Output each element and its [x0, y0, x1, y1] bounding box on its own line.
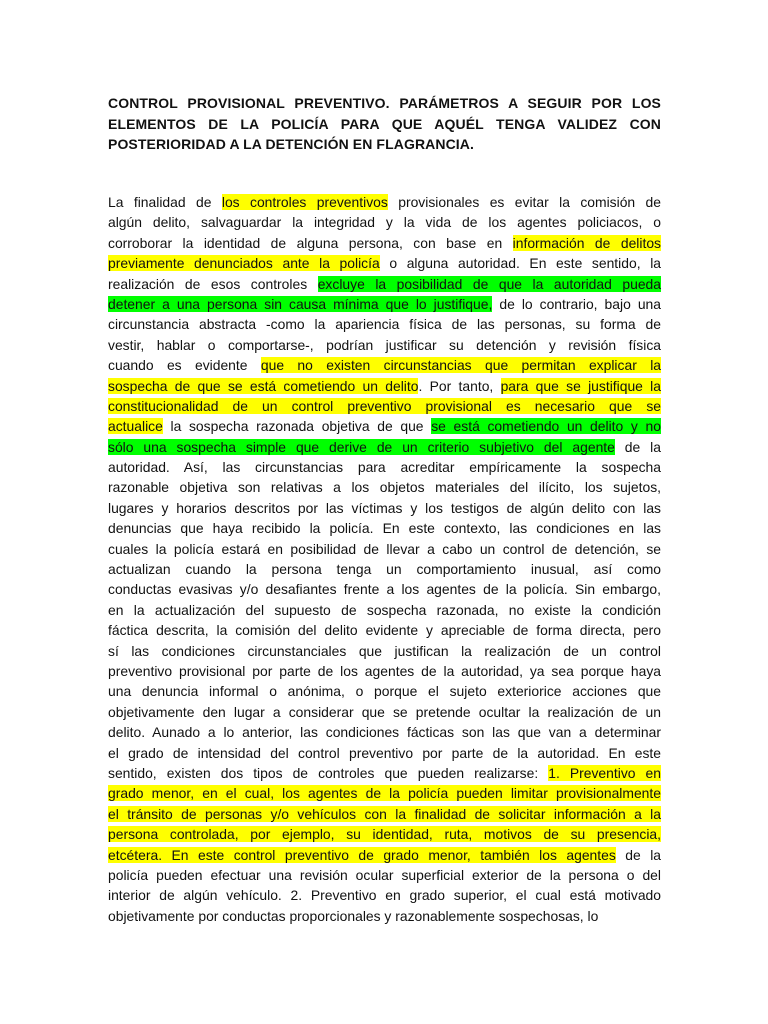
body-line: [108, 253, 661, 273]
body-text-segment: delito. Aunado a lo anterior, las condiciones fácticas son las que van a determinar: [108, 724, 661, 741]
body-text-segment: sentido, existen dos tipos de controles que pueden realizarse:: [108, 764, 549, 781]
body-text-segment: preventivo provisional por parte de los agentes de la autoridad, ya sea porque haya: [108, 662, 661, 679]
body-line: [108, 804, 661, 824]
yellow-highlighted-text: para que se justifique la: [500, 377, 661, 394]
body-text-segment: de lo contrario, bajo una: [492, 295, 661, 312]
body-text-segment: una denuncia informal o anónima, o porque el sujeto exteriorice acciones que: [108, 683, 661, 700]
yellow-highlighted-text: que no existen circunstancias que permitan explicar la: [260, 357, 661, 374]
body-text-segment: denuncias que haya recibido la policía. En este contexto, las condiciones en las: [108, 520, 661, 537]
body-line: [108, 294, 661, 314]
body-line: [108, 518, 661, 538]
body-line: [108, 865, 661, 885]
body-line: [108, 824, 661, 844]
body-text-segment: corroborar la identidad de alguna persona, con base en: [108, 234, 513, 251]
body-text-segment: actualizan cuando la persona tenga un comportamiento inusual, así como: [108, 561, 661, 578]
document-body: [108, 192, 661, 926]
body-line: [108, 722, 661, 742]
body-line: [108, 743, 661, 763]
body-text-segment: . Por tanto,: [418, 377, 501, 394]
body-line: [108, 600, 661, 620]
body-text-segment: policía pueden efectuar una revisión ocular superficial exterior de la persona o del: [108, 866, 661, 883]
body-line: [108, 416, 661, 436]
yellow-highlighted-text: grado menor, en el cual, los agentes de la policía pueden limitar provisionalmente: [108, 785, 661, 802]
green-highlighted-text: detener a una persona sin causa mínima que lo justifique,: [108, 295, 493, 312]
body-line: [108, 498, 661, 518]
green-highlighted-text: se está cometiendo un delito y no: [431, 418, 661, 435]
body-text-segment: autoridad. Así, las circunstancias para acreditar empíricamente la sospecha: [108, 459, 661, 476]
body-line: [108, 885, 661, 905]
body-line: [108, 477, 661, 497]
body-line: [108, 559, 661, 579]
body-text-segment: cuando es evidente: [108, 357, 261, 374]
body-text-segment: sí las condiciones circunstanciales que justifican la realización de un control: [108, 642, 661, 659]
body-text-segment: algún delito, salvaguardar la integridad y la vida de los agentes policiacos, o: [108, 214, 661, 231]
body-text-segment: o alguna autoridad. En este sentido, la: [379, 255, 662, 272]
body-text-segment: el grado de intensidad del control preventivo por parte de la autoridad. En este: [108, 744, 661, 761]
yellow-highlighted-text: previamente denunciados ante la policía: [108, 255, 380, 272]
body-text-segment: lugares y horarios descritos por las víctimas y los testigos de algún delito con las: [108, 499, 661, 516]
body-line: [108, 783, 661, 803]
yellow-highlighted-text: sospecha de que se está cometiendo un delito: [108, 377, 419, 394]
body-line: [108, 763, 661, 783]
body-line: [108, 579, 661, 599]
body-line: [108, 314, 661, 334]
yellow-highlighted-text: actualice: [108, 418, 163, 435]
body-line: [108, 620, 661, 640]
body-line: [108, 233, 661, 253]
green-highlighted-text: excluye la posibilidad de que la autoridad pueda: [317, 275, 661, 292]
yellow-highlighted-text: persona controlada, por ejemplo, su identidad, ruta, motivos de su presencia,: [108, 826, 661, 843]
body-text-segment: objetivamente por conductas proporcionales y razonablemente sospechosas, lo: [108, 907, 599, 924]
body-text-segment: vestir, hablar o comportarse-, podrían justificar su detención y revisión física: [108, 336, 661, 353]
body-text-segment: la sospecha razonada objetiva de que: [162, 418, 432, 435]
body-text-segment: fáctica descrita, la comisión del delito evidente y apreciable de forma directa, pero: [108, 622, 661, 639]
body-text-segment: de la: [615, 846, 662, 863]
body-text-segment: La finalidad de: [108, 194, 222, 210]
body-text-segment: en la actualización del supuesto de sospecha razonada, no existe la condición: [108, 601, 661, 618]
body-line: [108, 702, 661, 722]
document-title: CONTROL PROVISIONAL PREVENTIVO. PARÁMETROS A SEGUIR POR LOS ELEMENTOS DE LA POLICÍA PARA QUE AQUÉL TENGA VALIDEZ CON POSTERIORIDAD A LA DETENCIÓN EN FLAGRANCIA.: [108, 95, 661, 152]
body-text-segment: de la: [614, 438, 661, 455]
body-line: [108, 906, 661, 926]
body-text-segment: interior de algún vehículo. 2. Preventivo en grado superior, el cual está motivado: [108, 887, 661, 904]
body-line: [108, 274, 661, 294]
body-line: [108, 192, 661, 212]
body-text-segment: provisionales es evitar la comisión de: [387, 194, 662, 210]
body-line: [108, 396, 661, 416]
body-text-segment: circunstancia abstracta -como la apariencia física de las personas, su forma de: [108, 316, 661, 333]
body-line: [108, 845, 661, 865]
yellow-highlighted-text: el tránsito de personas y/o vehículos con la finalidad de solicitar información a la: [108, 805, 661, 822]
body-text-segment: cuales la policía estará en posibilidad de llevar a cabo un control de detención, se: [108, 540, 661, 557]
yellow-highlighted-text: información de delitos: [512, 234, 661, 251]
body-line: [108, 376, 661, 396]
yellow-highlighted-text: constitucionalidad de un control preventivo provisional es necesario que se: [108, 397, 661, 414]
body-text-segment: realización de esos controles: [108, 275, 318, 292]
yellow-highlighted-text: etcétera. En este control preventivo de grado menor, también los agentes: [108, 846, 616, 863]
body-text-segment: razonable objetiva son relativas a los objetos materiales del ilícito, los sujetos,: [108, 479, 661, 496]
body-line: [108, 437, 661, 457]
green-highlighted-text: sólo una sospecha simple que derive de un criterio subjetivo del agente: [108, 438, 615, 455]
body-line: [108, 457, 661, 477]
yellow-highlighted-text: los controles preventivos: [221, 194, 388, 210]
body-line: [108, 355, 661, 375]
body-line: [108, 641, 661, 661]
body-line: [108, 681, 661, 701]
body-text-segment: conductas evasivas y/o desafiantes frente a los agentes de la policía. Sin embargo,: [108, 581, 661, 598]
body-line: [108, 335, 661, 355]
body-line: [108, 212, 661, 232]
yellow-highlighted-text: 1. Preventivo en: [548, 764, 661, 781]
body-text-segment: objetivamente den lugar a considerar que se pretende ocultar la realización de un: [108, 703, 661, 720]
body-line: [108, 661, 661, 681]
body-line: [108, 539, 661, 559]
